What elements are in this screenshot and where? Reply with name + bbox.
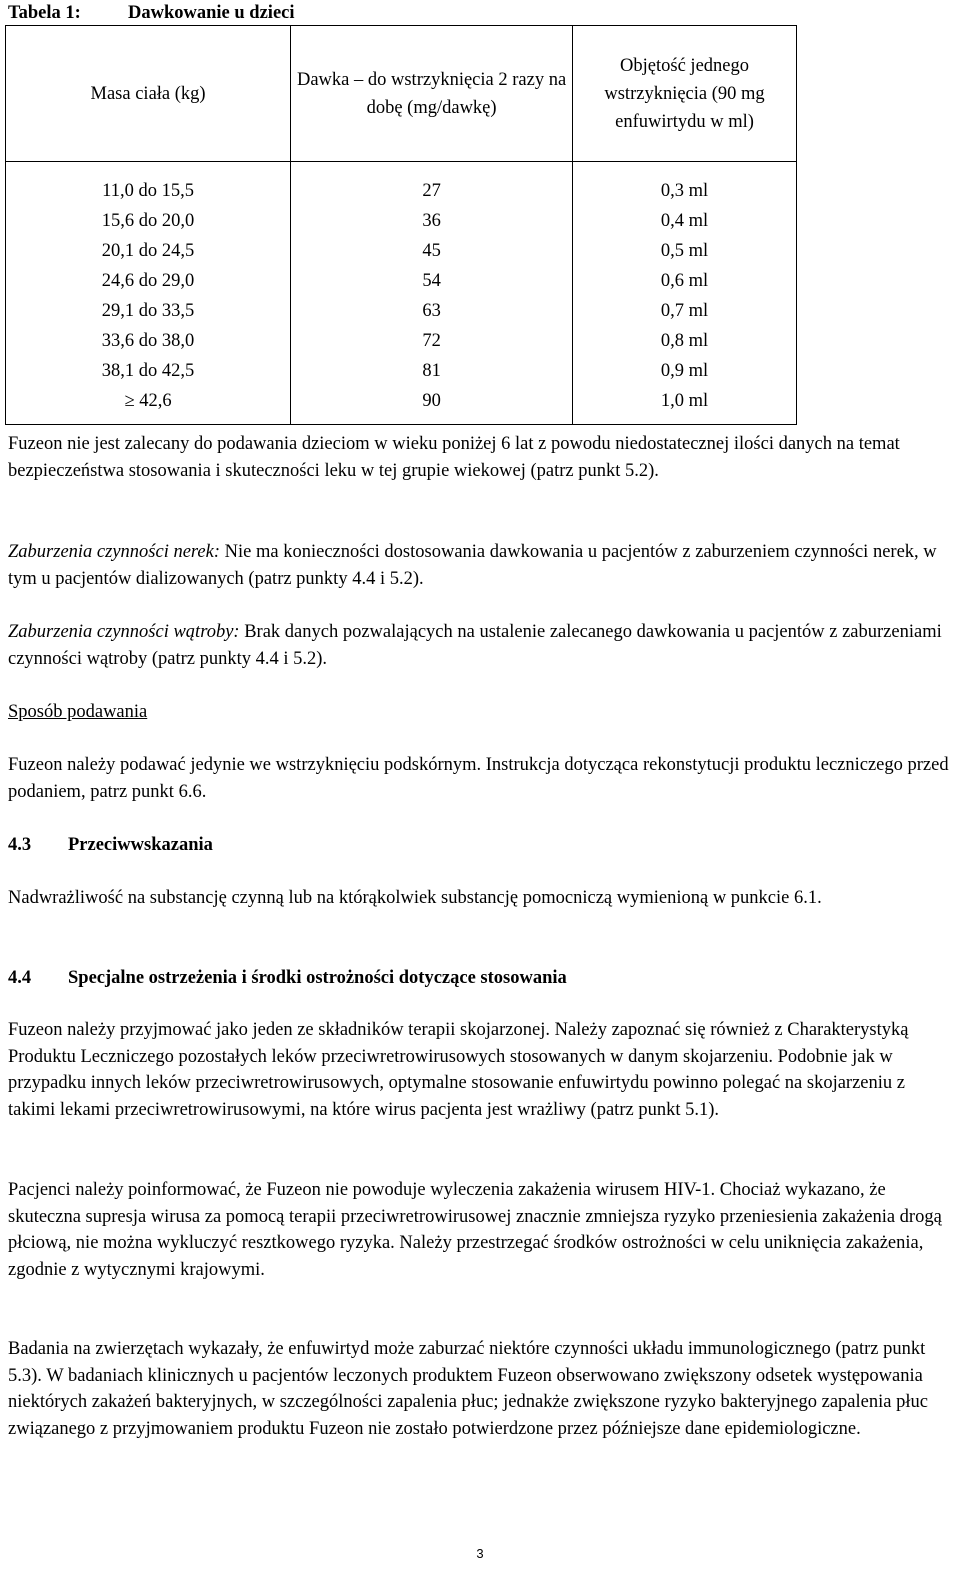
page-number: 3 (476, 1546, 484, 1561)
paragraph-contraindications: Nadwrażliwość na substancję czynną lub na którąkolwiek substancję pomocniczą wymienioną w punkcie 6.1. (8, 888, 822, 908)
cell-weight: 24,6 do 29,0 (6, 266, 291, 296)
header-volume-text: Objętość jednego wstrzyknięcia (90 mg enfuwirtydu w ml) (604, 55, 765, 132)
dosing-table (5, 25, 797, 425)
cell-dose: 72 (291, 326, 573, 356)
table-row (6, 356, 797, 386)
cell-volume: 0,8 ml (573, 326, 797, 356)
table-row (6, 266, 797, 296)
table-caption-title: Dawkowanie u dzieci (128, 3, 295, 23)
header-weight: Masa ciała (kg) (6, 26, 291, 162)
cell-dose: 36 (291, 206, 573, 236)
administration-heading (8, 699, 956, 726)
cell-volume: 0,7 ml (573, 296, 797, 326)
cell-volume: 0,4 ml (573, 206, 797, 236)
cell-weight: 15,6 do 20,0 (6, 206, 291, 236)
table-caption (8, 0, 295, 26)
cell-dose: 45 (291, 236, 573, 266)
cell-weight: 33,6 do 38,0 (6, 326, 291, 356)
renal-text: Nie ma konieczności dostosowania dawkowania u pacjentów z zaburzeniem czynności nerek, w tym u pacjentów dializowanych (patrz punkty 4.4 i 5.2). (8, 542, 937, 589)
section-number: 4.4 (8, 968, 32, 988)
table-caption-number: Tabela 1: (8, 3, 81, 23)
table-row (6, 296, 797, 326)
section-title: Specjalne ostrzeżenia i środki ostrożności dotyczące stosowania (68, 968, 567, 988)
cell-weight: 11,0 do 15,5 (6, 162, 291, 207)
table-row (6, 206, 797, 236)
header-dose-text: Dawka – do wstrzyknięcia 2 razy na dobę (mg/dawkę) (296, 69, 567, 118)
section-number: 4.3 (8, 835, 32, 855)
cell-weight: 29,1 do 33,5 (6, 296, 291, 326)
cell-dose: 63 (291, 296, 573, 326)
header-dose (291, 26, 573, 162)
table-row (6, 386, 797, 425)
paragraph-pediatric: Fuzeon nie jest zalecany do podawania dzieciom w wieku poniżej 6 lat z powodu niedostatecznej ilości danych na temat bezpieczeństwa stosowania i skuteczności leku w tej grupie wiekowej (patrz punkt 5.2). (8, 434, 900, 481)
header-volume (573, 26, 797, 162)
cell-dose: 90 (291, 386, 573, 425)
section-heading-4-3 (8, 832, 213, 858)
hepatic-text: Brak danych pozwalających na ustalenie zalecanego dawkowania u pacjentów z zaburzeniami czynności wątroby (patrz punkty 4.4 i 5.2). (8, 622, 942, 669)
paragraph-immunology: Badania na zwierzętach wykazały, że enfuwirtyd może zaburzać niektóre czynności układu immunologicznego (patrz punkt 5.3). W badaniach klinicznych u pacjentów leczonych produktem Fuzeon obserwowano zwiększony odsetek występowania niektórych zakażeń bakteryjnych, w szczególności zapalenia płuc; jednakże zwiększone ryzyko bakteryjnego zapalenia płuc związanego z przyjmowaniem produktu Fuzeon nie zostało potwierdzone przez późniejsze dane epidemiologiczne. (8, 1339, 928, 1439)
cell-weight: 38,1 do 42,5 (6, 356, 291, 386)
cell-dose: 27 (291, 162, 573, 207)
section-title: Przeciwwskazania (68, 835, 213, 855)
paragraph-renal (8, 539, 956, 592)
table-row (6, 326, 797, 356)
cell-dose: 81 (291, 356, 573, 386)
cell-weight: 20,1 do 24,5 (6, 236, 291, 266)
cell-volume: 1,0 ml (573, 386, 797, 425)
renal-label: Zaburzenia czynności nerek: (8, 542, 221, 562)
paragraph-combination-therapy: Fuzeon należy przyjmować jako jeden ze składników terapii skojarzonej. Należy zapoznać się również z Charakterystyką Produktu Leczniczego pozostałych leków przeciwretrowirusowych stosowanych w danym skojarzeniu. Podobnie jak w przypadku innych leków przeciwretrowirusowych, optymalne stosowanie enfuwirtydu powinno polegać na skojarzeniu z takimi lekami przeciwretrowirusowymi, na które wirus pacjenta jest wrażliwy (patrz punkt 5.1). (8, 1020, 909, 1120)
administration-heading-text: Sposób podawania (8, 702, 148, 722)
table-row (6, 162, 797, 207)
cell-volume: 0,3 ml (573, 162, 797, 207)
cell-dose: 54 (291, 266, 573, 296)
cell-volume: 0,6 ml (573, 266, 797, 296)
hepatic-label: Zaburzenia czynności wątroby: (8, 622, 240, 642)
table-header-row (6, 26, 797, 162)
cell-weight: ≥ 42,6 (6, 386, 291, 425)
paragraph-hiv-cure: Pacjenci należy poinformować, że Fuzeon nie powoduje wyleczenia zakażenia wirusem HIV-1. Chociaż wykazano, że skuteczna supresja wirusa za pomocą terapii przeciwretrowirusowej znacznie zmniejsza ryzyko przeniesienia zakażenia drogą płciową, nie można wykluczyć resztkowego ryzyka. Należy przestrzegać środków ostrożności w celu uniknięcia zakażenia, zgodnie z wytycznymi krajowymi. (8, 1180, 942, 1280)
table-row (6, 236, 797, 266)
section-heading-4-4 (8, 965, 567, 991)
paragraph-hepatic (8, 619, 956, 672)
paragraph-administration: Fuzeon należy podawać jedynie we wstrzyknięciu podskórnym. Instrukcja dotycząca rekonstytucji produktu leczniczego przed podaniem, patrz punkt 6.6. (8, 755, 949, 802)
cell-volume: 0,9 ml (573, 356, 797, 386)
cell-volume: 0,5 ml (573, 236, 797, 266)
